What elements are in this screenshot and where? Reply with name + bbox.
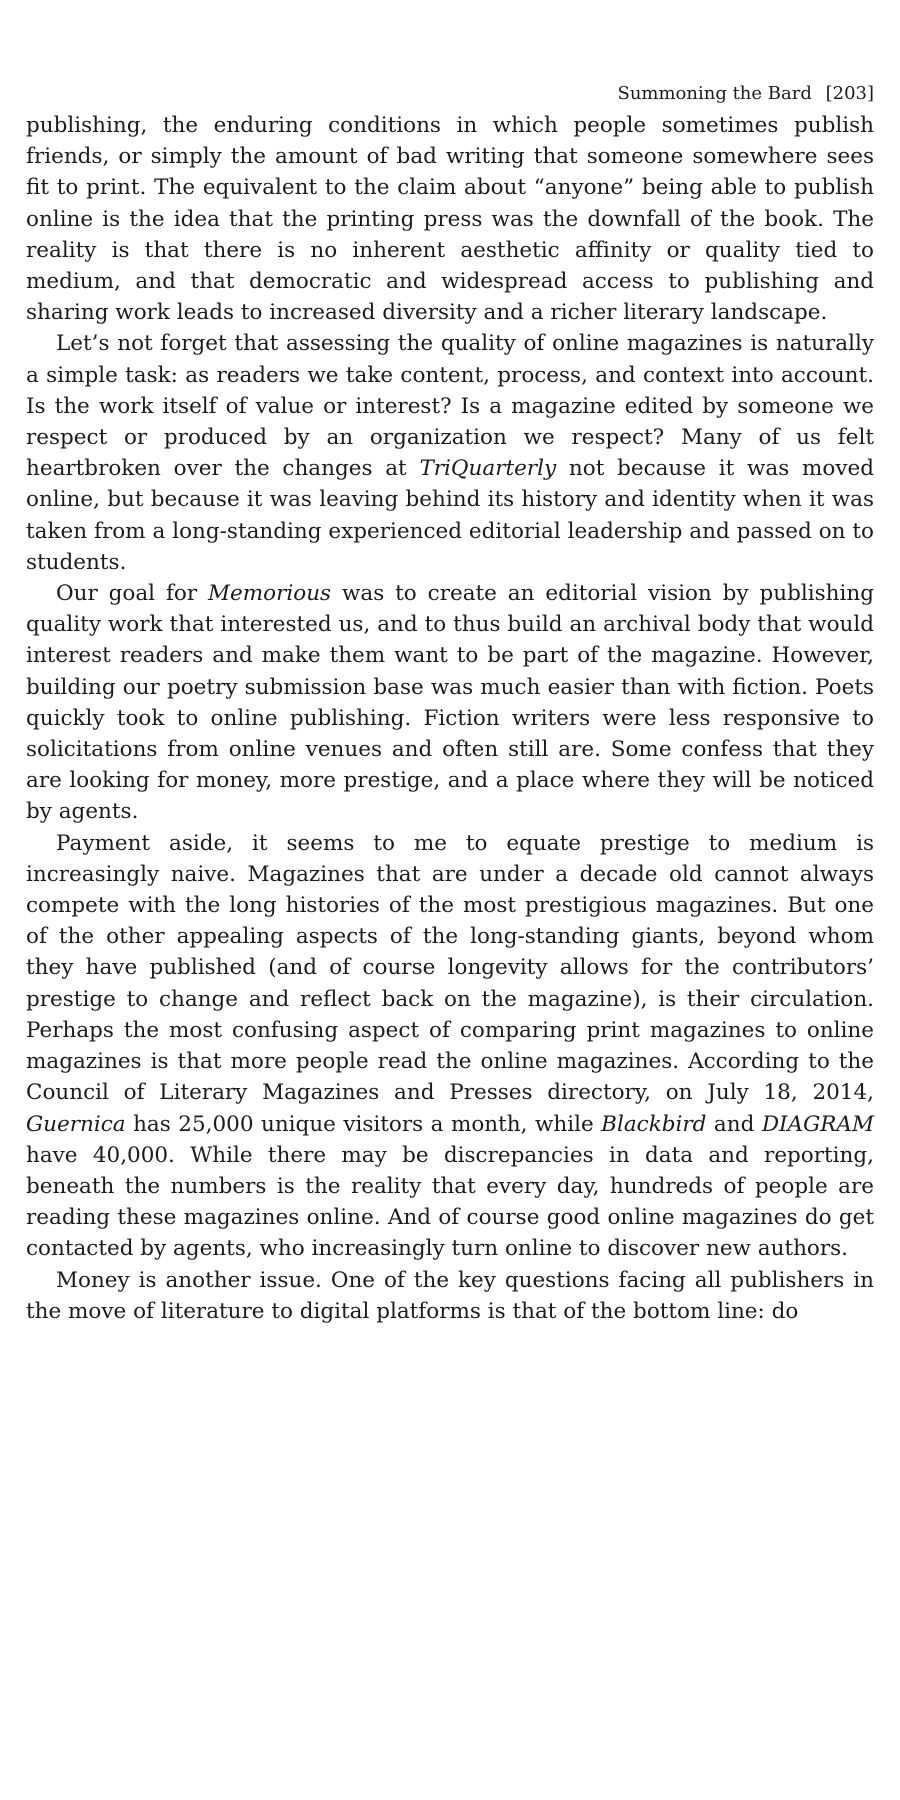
text-run: Our goal for bbox=[56, 581, 209, 607]
text-run: Payment aside, it seems to me to equate prestige to medium is increasingly naive. Magazines that are under a decade old cannot always compete with the long histories of the most prestigious magazines. But one of the other appealing aspects of the long-standing giants, beyond whom they have published (and of course longevity allows for the contributors’ prestige to change and reflect back on the magazine), is their circulation. Perhaps the most confusing aspect of comparing print magazines to online magazines is that more people read the online magazines. According to the Council of Literary Magazines and Presses directory, on July 18, 2014, bbox=[26, 830, 874, 1106]
running-head bbox=[26, 80, 874, 108]
body-text bbox=[26, 110, 874, 1327]
text-run: Let’s not forget that assessing the quality of online magazines is naturally a simple task: as readers we take content, process, and context into account. Is the work itself of value or interest? Is a magazine edited by someone we respect or produced by an organization we respect? Many of us felt heartbroken over the changes at bbox=[26, 331, 874, 482]
italic-title: Guernica bbox=[26, 1111, 126, 1137]
running-head-title: Summoning the Bard bbox=[617, 83, 812, 104]
italic-title: TriQuarterly bbox=[419, 456, 557, 482]
paragraph bbox=[26, 578, 874, 828]
text-run: Money is another issue. One of the key questions facing all publishers in the move of literature to digital platforms is that of the bottom line: do bbox=[26, 1267, 874, 1324]
text-run: has 25,000 unique visitors a month, while bbox=[125, 1111, 602, 1137]
text-run: have 40,000. While there may be discrepancies in data and reporting, beneath the numbers is the reality that every day, hundreds of people are reading these magazines online. And of course good online magazines do get contacted by agents, who increasingly turn online to discover new authors. bbox=[26, 1142, 874, 1262]
paragraph bbox=[26, 828, 874, 1265]
paragraph bbox=[26, 110, 874, 328]
text-run: was to create an editorial vision by publishing quality work that interested us, and to thus build an archival body that would interest readers and make them want to be part of the magazine. However, building our poetry submission base was much easier than with fiction. Poets quickly took to online publishing. Fiction writers were less responsive to solicitations from online venues and often still are. Some confess that they are looking for money, more prestige, and a place where they will be noticed by agents. bbox=[26, 581, 874, 825]
text-run: and bbox=[706, 1111, 762, 1137]
page-number: [203] bbox=[825, 83, 874, 104]
italic-title: DIAGRAM bbox=[761, 1111, 874, 1137]
paragraph bbox=[26, 328, 874, 578]
italic-title: Blackbird bbox=[601, 1111, 707, 1137]
text-run: publishing, the enduring conditions in which people sometimes publish friends, or simply the amount of bad writing that someone somewhere sees fit to print. The equivalent to the claim about “anyone” being able to publish online is the idea that the printing press was the downfall of the book. The reality is that there is no inherent aesthetic affinity or quality tied to medium, and that democratic and widespread access to publishing and sharing work leads to increased diversity and a richer literary landscape. bbox=[26, 113, 874, 326]
italic-title: Memorious bbox=[208, 581, 332, 607]
text-run: not because it was moved online, but because it was leaving behind its history and identity when it was taken from a long-standing experienced editorial leadership and passed on to students. bbox=[26, 456, 874, 575]
paragraph bbox=[26, 1265, 874, 1327]
book-page bbox=[26, 80, 874, 1327]
